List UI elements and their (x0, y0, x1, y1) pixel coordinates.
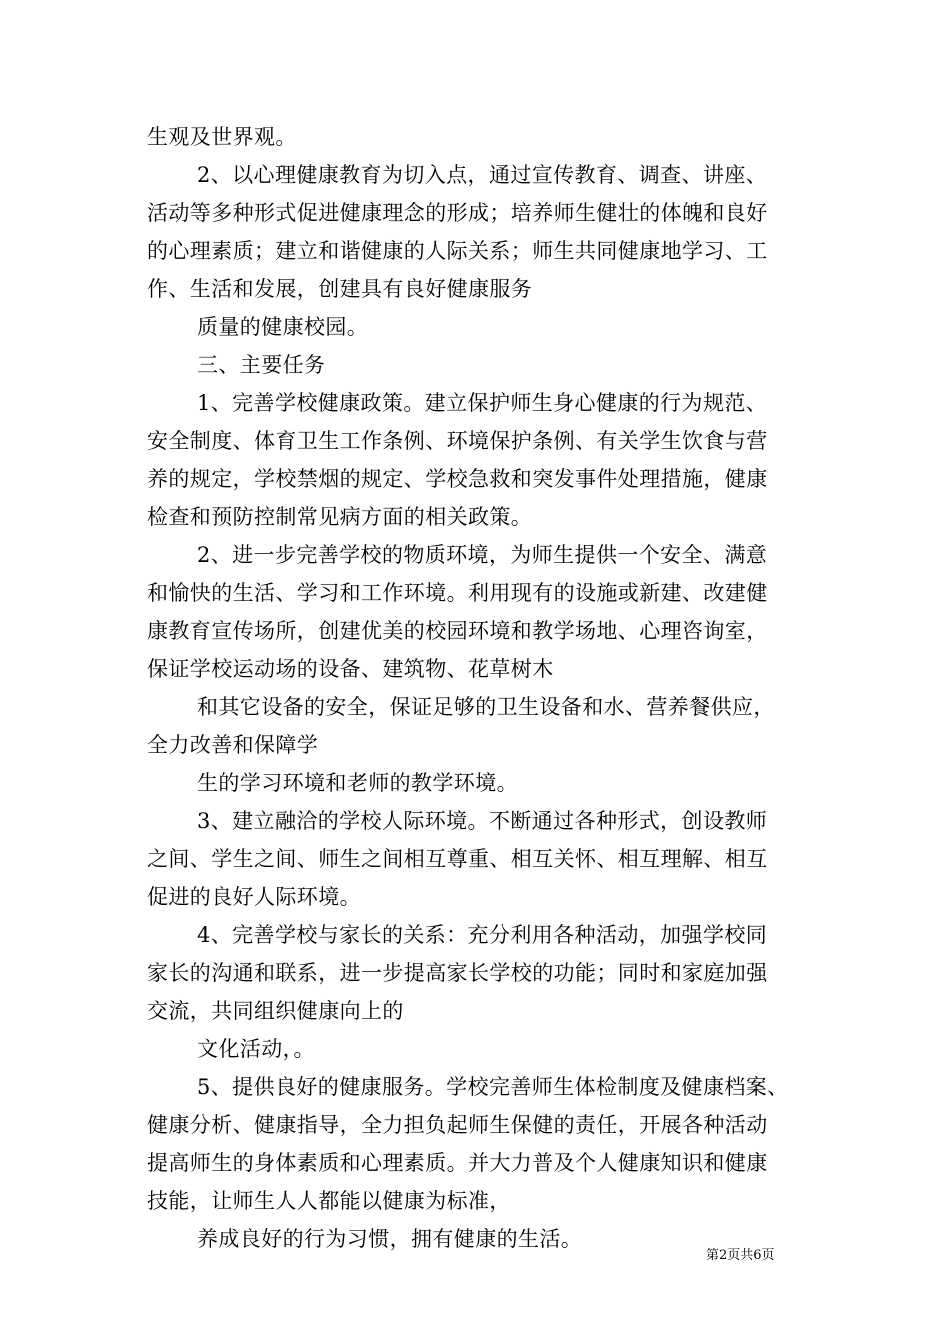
text-line: 家长的沟通和联系，进一步提高家长学校的功能；同时和家庭加强 (147, 961, 768, 985)
text-line: 的心理素质；建立和谐健康的人际关系；师生共同健康地学习、工 (147, 239, 768, 263)
text-line: 2、以心理健康教育为切入点，通过宣传教育、调查、讲座、 (197, 163, 768, 187)
text-line: 安全制度、体育卫生工作条例、环境保护条例、有关学生饮食与营 (147, 429, 768, 453)
text-line: 3、建立融洽的学校人际环境。不断通过各种形式，创设教师 (197, 809, 768, 833)
text-line: 提高师生的身体素质和心理素质。并大力普及个人健康知识和健康 (147, 1151, 768, 1175)
text-line: 4、完善学校与家长的关系：充分利用各种活动，加强学校同 (197, 923, 768, 947)
text-line: 作、生活和发展，创建具有良好健康服务 (147, 277, 533, 301)
text-line: 2、进一步完善学校的物质环境，为师生提供一个安全、满意 (197, 543, 768, 567)
text-line: 生观及世界观。 (147, 125, 297, 149)
text-line: 和愉快的生活、学习和工作环境。利用现有的设施或新建、改建健 (147, 581, 768, 605)
text-line: 质量的健康校园。 (197, 315, 369, 339)
document-body (147, 118, 817, 1258)
text-line: 文化活动，。 (197, 1037, 315, 1061)
text-line: 三、主要任务 (197, 353, 326, 377)
text-line: 检查和预防控制常见病方面的相关政策。 (147, 505, 533, 529)
text-line: 1、完善学校健康政策。建立保护师生身心健康的行为规范、 (197, 391, 768, 415)
text-line: 促进的良好人际环境。 (147, 885, 361, 909)
text-line: 和其它设备的安全，保证足够的卫生设备和水、营养餐供应， (197, 695, 775, 719)
page-number-footer: 第2页共6页 (706, 1248, 775, 1263)
text-line: 活动等多种形式促进健康理念的形成；培养师生健壮的体魄和良好 (147, 201, 768, 225)
text-line: 5、提供良好的健康服务。学校完善师生体检制度及健康档案、 (197, 1075, 789, 1099)
text-line: 交流，共同组织健康向上的 (147, 999, 404, 1023)
text-line: 养的规定，学校禁烟的规定、学校急救和突发事件处理措施，健康 (147, 467, 768, 491)
text-line: 之间、学生之间、师生之间相互尊重、相互关怀、相互理解、相互 (147, 847, 768, 871)
text-line: 养成良好的行为习惯，拥有健康的生活。 (197, 1227, 583, 1251)
text-line: 康教育宣传场所，创建优美的校园环境和教学场地、心理咨询室， (147, 619, 768, 643)
text-line: 保证学校运动场的设备、建筑物、花草树木 (147, 657, 554, 681)
text-line: 全力改善和保障学 (147, 733, 319, 757)
text-line: 生的学习环境和老师的教学环境。 (197, 771, 518, 795)
text-line: 健康分析、健康指导，全力担负起师生保健的责任，开展各种活动 (147, 1113, 768, 1137)
text-line: 技能，让师生人人都能以健康为标准， (147, 1189, 511, 1213)
